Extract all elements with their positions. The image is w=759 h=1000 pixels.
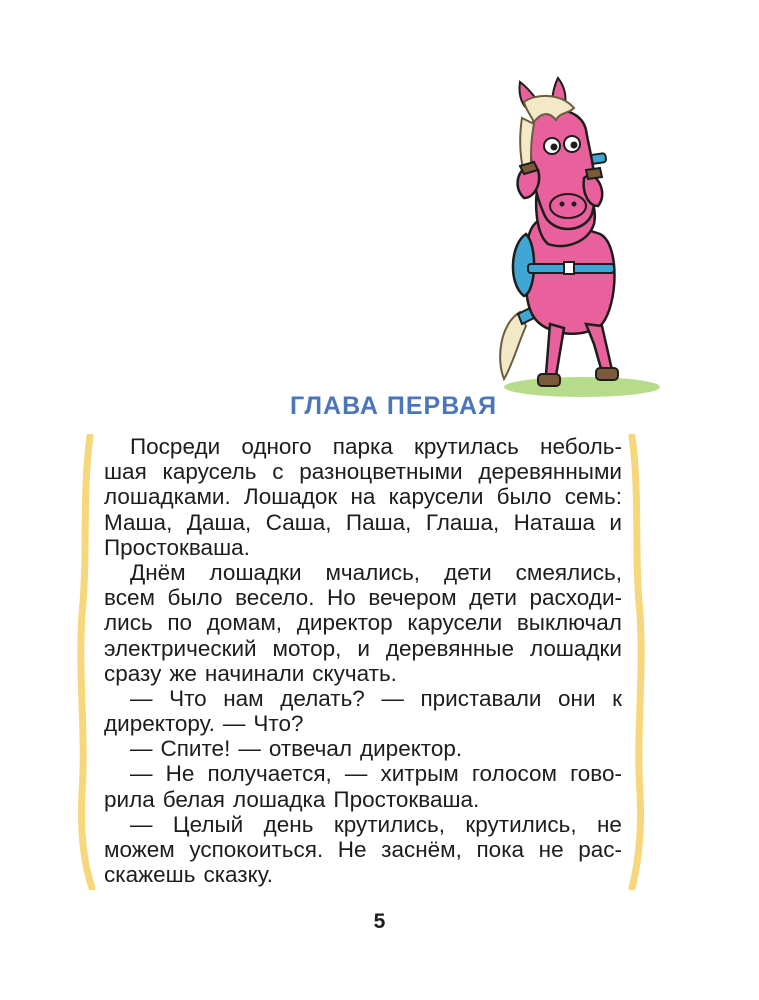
text-line: всем было весело. Но вечером дети расходи- bbox=[104, 585, 622, 611]
text-line: рила белая лошадка Простокваша. bbox=[104, 786, 480, 812]
text-line: — Спите! — отвечал директор. bbox=[130, 736, 463, 762]
chapter-title: ГЛАВА ПЕРВАЯ bbox=[289, 392, 498, 420]
left-decorative-bracket bbox=[74, 434, 98, 890]
text-line: лись по домам, директор карусели выключал bbox=[104, 610, 622, 636]
text-line: директору. — Что? bbox=[104, 711, 304, 737]
horse-leg-right-icon bbox=[586, 324, 612, 372]
text-line: Маша, Даша, Саша, Паша, Глаша, Наташа и bbox=[104, 509, 622, 535]
page-number: 5 bbox=[373, 910, 386, 933]
text-line: — Не получается, — хитрым голосом гово- bbox=[130, 761, 622, 787]
text-line: Посреди одного парка крутилась неболь- bbox=[130, 434, 622, 459]
text-line: сразу же начинали скучать. bbox=[104, 660, 397, 686]
text-line: — Целый день крутились, крутились, не bbox=[130, 811, 622, 837]
text-line: скажешь сказку. bbox=[104, 862, 273, 888]
text-line: можем успокоиться. Не заснём, пока не рас- bbox=[104, 837, 622, 862]
text-line: шая карусель с разноцветными деревянными bbox=[104, 459, 622, 485]
text-line: Днём лошадки мчались, дети смеялись, bbox=[130, 559, 622, 585]
horse-leg-left-icon bbox=[546, 324, 564, 376]
horse-illustration bbox=[490, 74, 660, 400]
right-decorative-bracket bbox=[626, 434, 650, 890]
text-line: Простокваша. bbox=[104, 534, 250, 560]
horse-nose-icon bbox=[550, 194, 586, 218]
story-text bbox=[104, 434, 622, 887]
text-line: — Что нам делать? — приставали они к bbox=[130, 685, 622, 711]
text-line: лошадками. Лошадок на карусели было семь: bbox=[104, 484, 622, 510]
text-line: электрический мотор, и деревянные лошадки bbox=[104, 635, 622, 661]
